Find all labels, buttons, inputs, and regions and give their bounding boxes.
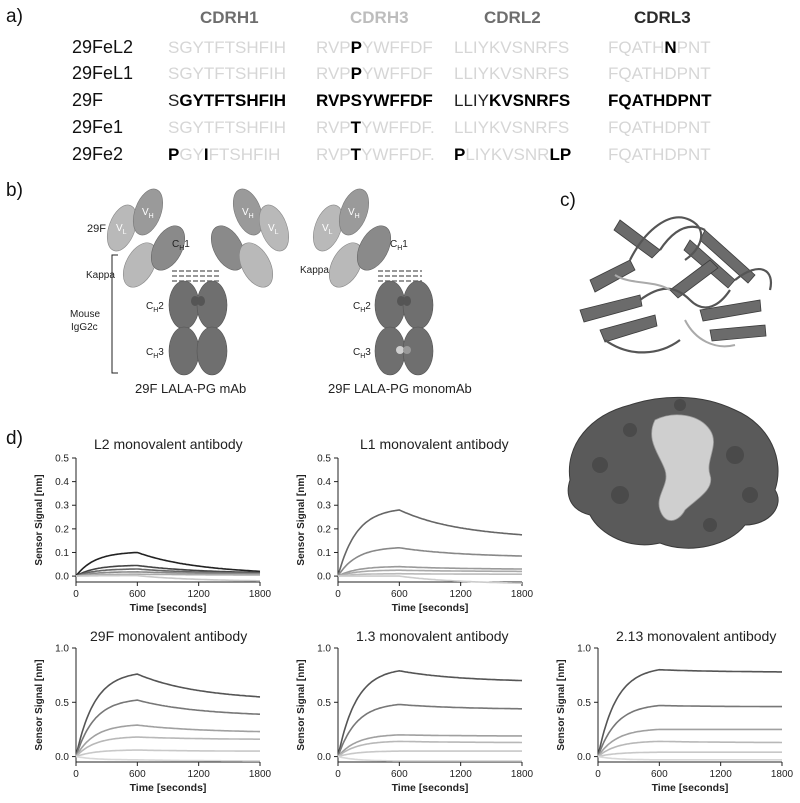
sequence-segment: P [454,145,466,164]
x-tick-label: 1800 [770,769,794,780]
beta-strand [600,315,657,342]
y-tick-label: 0.1 [55,547,69,559]
variant-name: 29FeL2 [72,37,134,57]
sensor-curve [76,576,260,581]
sequence-segment: LIYKVSNR [465,145,550,164]
variant-name: 29Fe1 [72,117,124,137]
sensor-curve [76,737,260,757]
sequence-segment: YWFFDF. [361,145,435,164]
x-tick-label: 0 [73,589,79,600]
surface-structure [560,385,790,565]
cdr-sequence [168,38,286,58]
beta-strand [700,300,761,321]
antibody-schematic [60,185,530,410]
label-ch3: $C_H3$ [146,347,164,360]
x-tick-label: 600 [128,769,146,780]
cdr-sequence [168,64,286,84]
x-tick-label: 1800 [510,769,534,780]
label-ch2: $C_H2$ [146,301,164,314]
y-tick-label: 0.0 [55,752,69,764]
x-tick-label: 0 [335,589,341,600]
y-tick-label: 0.3 [317,500,331,512]
cdr-sequence [316,145,435,165]
sequence-segment: N [664,38,677,57]
sequence-segment: FQATHDPNT [608,118,711,137]
y-tick-label: 0.0 [317,571,331,583]
cdr-sequence [454,118,569,138]
sensor-curve [338,510,522,576]
sequence-segment: GYTFTSHFIH [179,91,287,110]
label-vh-right: $V_H$ [242,207,254,220]
ch3-domain-left [169,327,199,375]
x-axis-label: Time [seconds] [129,602,207,614]
y-tick-label: 0.5 [317,453,331,465]
header-cdrl3: CDRL3 [634,8,691,27]
sensor-curve [76,757,260,761]
sequence-segment: T [350,145,362,164]
y-tick-label: 0.2 [55,524,69,536]
variant-name: 29Fe2 [72,144,124,164]
sequence-segment: FQATHDPNT [608,145,711,164]
sequence-segment: T [350,118,362,137]
y-tick-label: 1.0 [577,643,591,655]
cdr-sequence [168,145,280,165]
variant-name: 29FeL1 [72,63,134,83]
label-vl-left: $V_L$ [116,223,127,236]
cdr-sequence [608,91,712,111]
label-ch1: $C_H1$ [172,239,190,252]
label-vl-right: $V_L$ [268,223,279,236]
sequence-segment: RVP [316,38,351,57]
cdr-sequence [608,118,711,138]
sequence-segment: S [168,91,180,110]
y-tick-label: 0.3 [55,500,69,512]
chart-1-3 [290,640,534,800]
cdr-sequence [608,145,711,165]
cdr-sequence [168,91,286,111]
x-tick-label: 1200 [709,769,732,780]
mono-mutation-dot-light [396,346,404,354]
ribbon-structure [560,190,790,370]
cdr-sequence [316,91,433,111]
sequence-segment: P [350,38,362,57]
sequence-segment: FQATH [608,38,665,57]
sequence-segment: RVP [316,118,351,137]
chart-title-2-13: 2.13 monovalent antibody [616,628,777,644]
cdr-sequence [454,145,571,165]
cdr-sequence [608,64,711,84]
label-igg2c: IgG2c [71,322,98,333]
sensor-curve [76,674,260,757]
x-tick-label: 0 [335,769,341,780]
sequence-segment: LLIY [454,91,489,110]
x-axis-label: Time [seconds] [651,782,729,794]
x-tick-label: 0 [595,769,601,780]
header-cdrl2: CDRL2 [484,8,541,27]
cdr-sequence [168,118,286,138]
panel-label-b: b) [6,180,23,201]
y-tick-label: 0.4 [317,477,331,489]
cdr-sequence [454,91,570,111]
sequence-segment: KVSNRFS [488,91,571,110]
x-tick-label: 1800 [248,769,272,780]
sequence-segment: RVP [316,145,351,164]
y-tick-label: 1.0 [55,643,69,655]
chart-title-1-3: 1.3 monovalent antibody [356,628,509,644]
beta-strand [580,295,642,322]
mono-label-ch3: $C_H3$ [353,347,371,360]
mono-label-kappa: Kappa [300,265,329,276]
ch3-domain-right [197,327,227,375]
mab-diagram [70,185,294,396]
y-tick-label: 0.1 [317,547,331,559]
cdr-sequence [316,118,435,138]
y-tick-label: 0.5 [55,453,69,465]
y-tick-label: 1.0 [317,643,331,655]
y-tick-label: 0.0 [55,571,69,583]
sequence-segment: SGYTFTSHFIH [168,38,287,57]
sequence-segment: LLIYKVSNRFS [454,64,570,83]
y-tick-label: 0.4 [55,477,69,489]
header-cdrh3: CDRH3 [350,8,409,27]
sequence-segment: RVPSYWFFDF [316,91,433,110]
x-tick-label: 600 [390,589,408,600]
x-tick-label: 600 [128,589,146,600]
mono-hinge-disulfides [378,271,422,281]
sensor-curve [338,735,522,757]
y-axis-label: Sensor Signal [nm] [296,474,307,566]
variant-name: 29F [72,90,104,110]
beta-strand [590,260,635,292]
beta-strand [670,260,718,298]
chart-title-29f: 29F monovalent antibody [90,628,248,644]
monomab-title: 29F LALA-PG monomAb [328,381,472,396]
sequence-segment: FQATHDPNT [608,91,712,110]
x-tick-label: 600 [650,769,668,780]
mono-label-vl: $V_L$ [322,223,333,236]
cdr-sequence [608,38,711,58]
sequence-segment: YWFFDF. [361,118,435,137]
x-tick-label: 1200 [187,589,210,600]
chart-title-l1: L1 monovalent antibody [360,436,509,452]
sequence-segment: SGYTFTSHFIH [168,64,287,83]
sequence-segment: PNT [676,38,711,57]
mono-glycan-right [403,296,411,306]
mab-title: 29F LALA-PG mAb [135,381,247,396]
x-tick-label: 600 [390,769,408,780]
sequence-segment: LLIYKVSNRFS [454,38,570,57]
y-tick-label: 0.5 [577,697,591,709]
x-tick-label: 1200 [449,589,472,600]
header-cdrh1: CDRH1 [200,8,259,27]
cdr-sequence [316,38,433,58]
sensor-curve [338,705,522,757]
y-tick-label: 0.2 [317,524,331,536]
panel-label-a: a) [6,6,23,27]
sequence-segment: P [350,64,362,83]
y-axis-label: Sensor Signal [nm] [296,659,307,751]
panel-label-c: c) [560,190,576,211]
chart-l1 [290,450,534,620]
x-axis-label: Time [seconds] [391,602,469,614]
sequence-segment: LLIYKVSNRFS [454,118,570,137]
sequence-segment: RVP [316,64,351,83]
y-tick-label: 0.0 [317,752,331,764]
x-tick-label: 0 [73,769,79,780]
y-tick-label: 0.0 [577,752,591,764]
label-29f: 29F [87,223,106,235]
sensor-curve [598,752,782,756]
x-tick-label: 1800 [510,589,534,600]
mono-mutation-dot-dark [403,346,411,354]
cdr-sequence [316,64,433,84]
chart-29f [28,640,272,800]
sequence-segment: P [168,145,180,164]
label-vh-left: $V_H$ [142,207,154,220]
mono-label-vh: $V_H$ [348,207,360,220]
y-tick-label: 0.5 [55,697,69,709]
cdr-sequence [454,64,569,84]
y-axis-label: Sensor Signal [nm] [34,659,45,751]
chart-title-l2: L2 monovalent antibody [94,436,243,452]
sequence-segment: FQATHDPNT [608,64,711,83]
hinge-disulfides [172,271,220,281]
y-tick-label: 0.5 [317,697,331,709]
sensor-curve [598,741,782,756]
mono-label-ch1: $C_H1$ [390,239,408,252]
sensor-curve [338,751,522,757]
y-axis-label: Sensor Signal [nm] [556,659,567,751]
sequence-segment: YWFFDF [362,38,433,57]
x-tick-label: 1200 [187,769,210,780]
sequence-segment: LP [549,145,572,164]
x-tick-label: 1800 [248,589,272,600]
x-axis-label: Time [seconds] [391,782,469,794]
sequence-segment: FTSHFIH [208,145,281,164]
sensor-curve [598,706,782,757]
sensor-curve [338,741,522,756]
sequence-segment: SGYTFTSHFIH [168,118,287,137]
beta-strand [614,220,660,258]
beta-strand [710,325,766,341]
sequence-segment: YWFFDF [362,64,433,83]
cdr-sequence [454,38,569,58]
sensor-curve [76,750,260,757]
label-kappa: Kappa [86,270,115,281]
panel-label-d: d) [6,428,23,449]
monomab-diagram [300,185,472,396]
x-tick-label: 1200 [449,769,472,780]
glycan-right [197,296,205,306]
x-axis-label: Time [seconds] [129,782,207,794]
sequence-segment: I [203,145,209,164]
sequence-segment: GY [179,145,204,164]
chart-l2 [28,450,272,620]
y-axis-label: Sensor Signal [nm] [34,474,45,566]
label-mouse: Mouse [70,309,101,320]
mono-label-ch2: $C_H2$ [353,301,371,314]
sensor-curve [598,757,782,760]
chart-2-13 [550,640,794,800]
sensor-curve [338,757,522,761]
